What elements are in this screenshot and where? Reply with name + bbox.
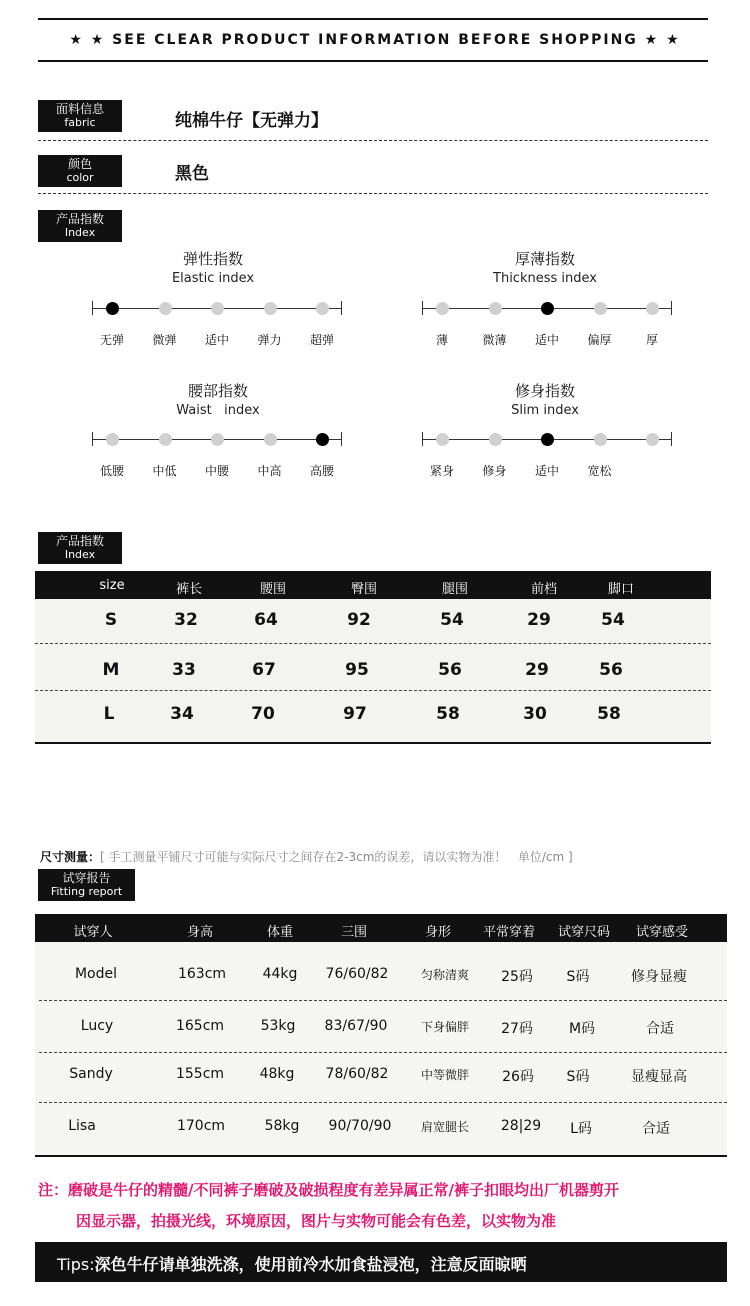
banner-top-rule	[38, 18, 708, 20]
waist-index-title	[98, 380, 338, 418]
fitting-header-cell: 三围	[340, 925, 368, 940]
scale-option-label: 适中	[534, 333, 560, 347]
size-header-cell: 前档	[530, 582, 558, 597]
table-cell: 29	[525, 660, 549, 680]
scale-option-label: 超弹	[309, 333, 335, 347]
table-cell: M码	[568, 1021, 596, 1037]
table-cell: 53kg	[260, 1018, 296, 1034]
banner-text: ★ ★ SEE CLEAR PRODUCT INFORMATION BEFORE SHOPPING ★ ★	[69, 32, 681, 48]
table-cell: 83/67/90	[324, 1018, 388, 1034]
table-cell: 95	[345, 660, 369, 680]
fitting-header-cell: 身高	[186, 925, 214, 940]
scale-dot	[106, 433, 119, 446]
fitting-header-cell: 身形	[424, 925, 452, 940]
table-cell: S	[104, 610, 118, 630]
color-label	[38, 155, 122, 187]
table-row	[35, 952, 727, 1002]
table-cell: 29	[527, 610, 551, 630]
table-cell: S码	[566, 969, 590, 985]
divider	[38, 193, 708, 194]
table-cell: 67	[252, 660, 276, 680]
table-cell: 90/70/90	[328, 1118, 392, 1134]
table-cell: 70	[251, 704, 275, 724]
table-cell: 54	[440, 610, 464, 630]
tips-bar	[35, 1242, 727, 1282]
fitting-label-en: Fitting report	[50, 885, 123, 898]
scale-option-label: 中高	[257, 464, 282, 478]
tips-prefix: Tips:	[57, 1255, 95, 1274]
fabric-value: 纯棉牛仔【无弹力】	[175, 111, 328, 131]
color-label-cn: 颜色	[67, 157, 92, 171]
scale-option-label: 修身	[482, 464, 507, 478]
thickness-index-title-cn: 厚薄指数	[514, 250, 575, 268]
scale-dot	[646, 302, 659, 315]
elastic-index-title-cn: 弹性指数	[182, 250, 243, 268]
scale-option-label: 适中	[204, 333, 230, 347]
table-row	[35, 1104, 727, 1154]
scale-dot-selected	[316, 433, 329, 446]
thickness-index-title	[425, 248, 665, 286]
table-cell: 56	[438, 660, 462, 680]
table-cell: 97	[343, 704, 367, 724]
scale-dot-selected	[541, 302, 554, 315]
row-divider	[39, 1000, 727, 1001]
table-cell: 58	[597, 704, 621, 724]
scale-end-tick	[92, 432, 93, 446]
table-cell: 48kg	[259, 1066, 295, 1082]
table-cell: 合适	[642, 1121, 670, 1137]
scale-dot	[489, 433, 502, 446]
scale-option-label: 微弹	[152, 333, 177, 347]
size-header-cell: 裤长	[175, 582, 203, 597]
scale-option-label: 中低	[152, 464, 177, 478]
fabric-label-en: fabric	[64, 116, 96, 129]
table-cell: 27码	[501, 1021, 533, 1037]
tips-text: 深色牛仔请单独洗涤，使用前冷水加食盐浸泡，注意反面晾晒	[94, 1255, 527, 1274]
scale-dot	[316, 302, 329, 315]
scale-dot	[159, 302, 172, 315]
table-cell: 44kg	[262, 966, 298, 982]
elastic-index-title	[93, 248, 333, 286]
scale-option-label: 无弹	[99, 333, 125, 347]
table-cell: 163cm	[177, 966, 227, 982]
fitting-header-cell: 试穿尺码	[557, 925, 611, 940]
scale-dot	[489, 302, 502, 315]
table-cell: 显瘦显高	[631, 1069, 687, 1085]
fitting-table	[35, 942, 727, 1157]
table-cell: S码	[566, 1069, 590, 1085]
table-cell: 155cm	[175, 1066, 225, 1082]
warning-line-1: 注：磨破是牛仔的精髓/不同裤子磨破及破损程度有差异属正常/裤子扣眼均出厂机器剪开	[38, 1181, 619, 1199]
size-index-label-cn: 产品指数	[55, 534, 104, 548]
measure-note	[40, 848, 573, 865]
scale-option-label: 宽松	[587, 464, 612, 478]
fabric-label	[38, 100, 122, 132]
table-row	[35, 599, 711, 645]
scale-option-label: 厚	[645, 333, 659, 347]
scale-end-tick	[671, 301, 672, 315]
fitting-table-header	[35, 914, 727, 942]
table-cell: 合适	[646, 1021, 674, 1037]
scale-dot-selected	[541, 433, 554, 446]
table-cell: 30	[523, 704, 547, 724]
table-cell: 170cm	[176, 1118, 226, 1134]
table-cell: 28|29	[500, 1118, 542, 1134]
scale-end-tick	[422, 432, 423, 446]
scale-dot	[264, 302, 277, 315]
scale-end-tick	[671, 432, 672, 446]
slim-index-title	[425, 380, 665, 418]
table-cell: Lisa	[68, 1118, 96, 1134]
table-cell: 165cm	[175, 1018, 225, 1034]
size-header-cell: 腿围	[441, 582, 469, 597]
table-cell: 32	[174, 610, 198, 630]
size-index-label-en: Index	[64, 548, 96, 561]
scale-dot	[264, 433, 277, 446]
table-cell: 修身显瘦	[631, 969, 687, 985]
table-cell: Model	[74, 966, 118, 982]
scale-dot	[594, 433, 607, 446]
slim-index-scale	[422, 431, 672, 447]
color-value: 黑色	[175, 164, 209, 184]
table-cell: 匀称清爽	[420, 968, 470, 982]
scale-dot	[211, 302, 224, 315]
scale-option-label: 偏厚	[587, 333, 612, 347]
size-header-cell: 臀围	[350, 582, 378, 597]
index-label-en: Index	[64, 226, 96, 239]
size-header-cell: size	[99, 578, 125, 593]
fitting-header-cell: 体重	[266, 925, 294, 940]
waist-index-title-cn: 腰部指数	[187, 382, 248, 400]
table-cell: 26码	[502, 1069, 534, 1085]
row-divider	[35, 690, 711, 691]
slim-index-title-cn: 修身指数	[514, 382, 575, 400]
scale-dot	[436, 433, 449, 446]
scale-option-label: 微薄	[482, 333, 507, 347]
measure-note-prefix: 尺寸测量：	[40, 850, 101, 864]
scale-option-label: 薄	[435, 333, 449, 347]
table-cell: L	[103, 704, 115, 724]
scale-dot	[211, 433, 224, 446]
scale-end-tick	[341, 301, 342, 315]
scale-end-tick	[422, 301, 423, 315]
table-cell: M	[102, 660, 120, 680]
waist-index-scale	[92, 431, 342, 447]
scale-dot	[159, 433, 172, 446]
table-cell: 78/60/82	[325, 1066, 389, 1082]
warning-line-2: 因显示器，拍摄光线，环境原因，图片与实物可能会有色差，以实物为准	[76, 1212, 557, 1230]
size-header-cell: 腰围	[259, 582, 287, 597]
scale-dot	[646, 433, 659, 446]
scale-option-label: 紧身	[429, 464, 455, 478]
fitting-header-cell: 试穿人	[73, 925, 113, 940]
scale-dot	[436, 302, 449, 315]
scale-option-label: 弹力	[257, 333, 282, 347]
fitting-header-cell: 平常穿着	[482, 925, 536, 940]
table-cell: 58kg	[264, 1118, 300, 1134]
row-divider	[35, 643, 711, 644]
table-cell: 64	[254, 610, 278, 630]
divider	[38, 140, 708, 141]
table-cell: 34	[170, 704, 194, 724]
table-cell: 76/60/82	[325, 966, 389, 982]
size-index-label	[38, 532, 122, 564]
table-cell: 58	[436, 704, 460, 724]
thickness-index-title-en: Thickness index	[493, 271, 597, 286]
table-row	[35, 649, 711, 695]
scale-end-tick	[341, 432, 342, 446]
size-header-cell: 脚口	[607, 582, 635, 597]
row-divider	[39, 1102, 727, 1103]
color-label-en: color	[66, 171, 94, 184]
thickness-index-scale	[422, 300, 672, 316]
index-label-cn: 产品指数	[55, 212, 104, 226]
table-row	[35, 693, 711, 739]
table-cell: Sandy	[69, 1066, 113, 1082]
table-row	[35, 1052, 727, 1102]
waist-index-title-en: Waist index	[176, 403, 260, 418]
size-table	[35, 599, 711, 744]
scale-dot-selected	[106, 302, 119, 315]
fitting-header-cell: 试穿感受	[635, 925, 689, 940]
size-table-header	[35, 571, 711, 599]
table-cell: 下身偏胖	[420, 1020, 470, 1034]
fabric-label-cn: 面料信息	[55, 102, 104, 116]
measure-note-text: [ 手工测量平铺尺寸可能与实际尺寸之间存在2-3cm的误差，请以实物为准！ 单位/cm ]	[100, 850, 573, 864]
scale-option-label: 低腰	[99, 464, 125, 478]
index-label	[38, 210, 122, 242]
table-cell: 25码	[501, 969, 533, 985]
table-cell: 中等微胖	[420, 1068, 470, 1082]
slim-index-title-en: Slim index	[511, 403, 579, 418]
elastic-index-scale	[92, 300, 342, 316]
table-cell: L码	[570, 1121, 592, 1137]
scale-option-label: 高腰	[309, 464, 335, 478]
table-cell: 33	[172, 660, 196, 680]
scale-option-label: 中腰	[204, 464, 230, 478]
elastic-index-title-en: Elastic index	[171, 271, 255, 286]
banner-bottom-rule	[38, 60, 708, 62]
fitting-report-label	[38, 869, 135, 901]
table-cell: 54	[601, 610, 625, 630]
table-row	[35, 1004, 727, 1054]
fitting-label-cn: 试穿报告	[62, 871, 111, 885]
scale-option-label: 适中	[534, 464, 560, 478]
table-cell: 56	[599, 660, 623, 680]
table-cell: 肩宽腿长	[420, 1120, 470, 1134]
scale-dot	[594, 302, 607, 315]
table-cell: 92	[347, 610, 371, 630]
scale-end-tick	[92, 301, 93, 315]
table-cell: Lucy	[80, 1018, 114, 1034]
